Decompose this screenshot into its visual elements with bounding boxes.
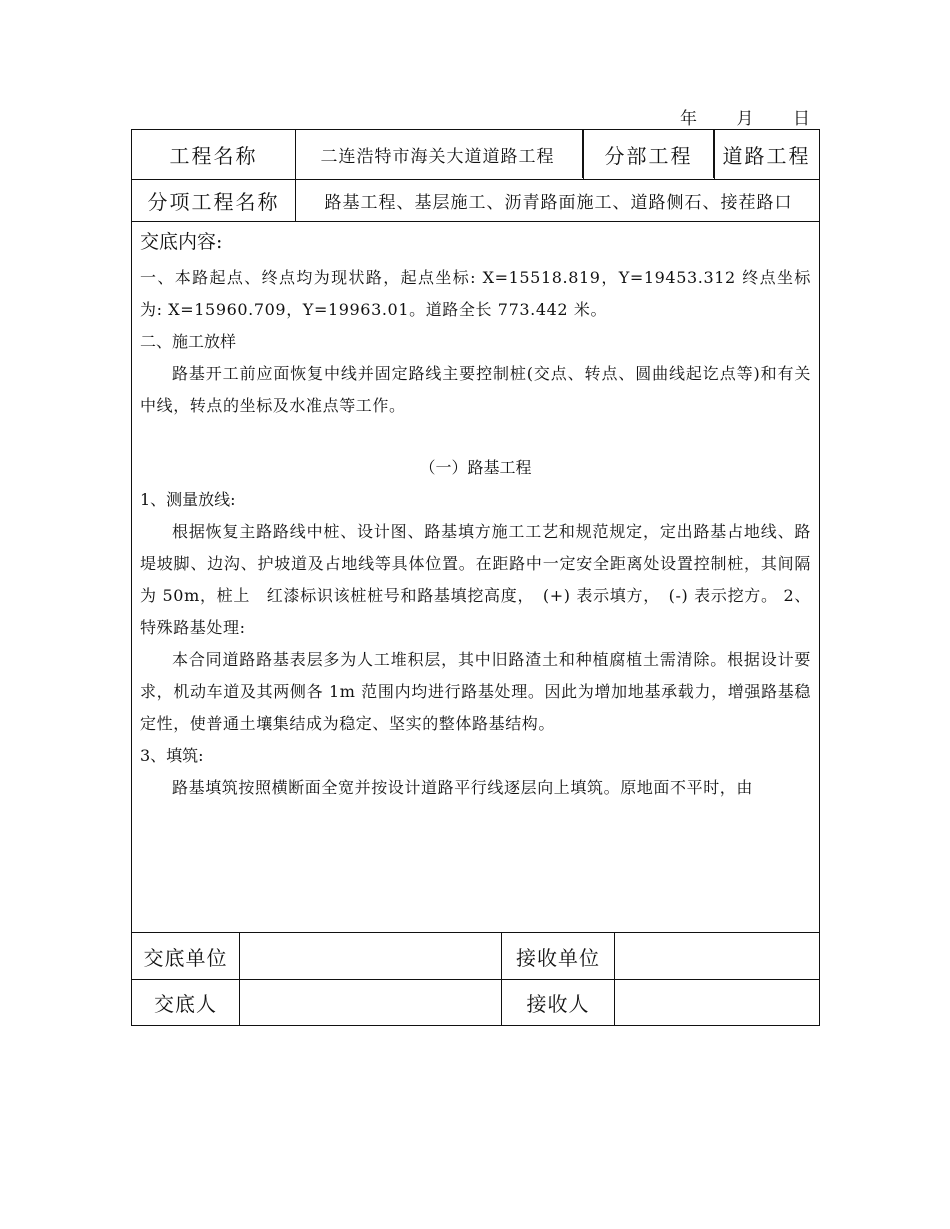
issuer-unit-label: 交底单位	[143, 945, 228, 970]
paragraph-start-end: 一、本路起点、终点均为现状路，起点坐标: X=15518.819，Y=19453.312 终点坐标为: X=15960.709，Y=19963.01。道路全长 773.442 米。	[140, 268, 811, 319]
date-day: 日	[793, 109, 810, 129]
section-title: （一）路基工程	[419, 458, 532, 477]
receiver-unit-value	[614, 933, 821, 979]
receiver-value	[614, 980, 821, 1025]
date-year: 年	[680, 109, 697, 129]
item-label: 分项工程名称	[147, 190, 280, 214]
paragraph-layout: 路基开工前应面恢复中线并固定路线主要控制桩(交点、转点、圆曲线起讫点等)和有关中线，转点的坐标及水准点等工作。	[140, 364, 811, 415]
receiver-label: 接收人	[501, 980, 614, 1025]
sub-project-label: 分部工程	[582, 130, 714, 178]
project-name-text: 二连浩特市海关大道道路工程	[320, 147, 555, 167]
paragraph-layout-title: 二、施工放样	[140, 332, 237, 351]
paragraph-survey-title: 1、测量放线:	[140, 490, 236, 509]
paragraph-special-subgrade: 本合同道路路基表层多为人工堆积层，其中旧路渣土和种植腐植土需清除。根据设计要求，机动车道及其两侧各 1m 范围内均进行路基处理。因此为增加地基承载力，增强路基稳定性，使普通土壤集结成为稳定、坚实的整体路基结构。	[140, 650, 811, 733]
issuer-value	[239, 980, 501, 1025]
spacer	[140, 422, 811, 452]
sub-project-value: 道路工程	[713, 130, 819, 178]
paragraph-fill-title: 3、填筑:	[140, 746, 204, 765]
date-line	[680, 104, 810, 128]
date-month: 月	[736, 109, 754, 129]
paragraph-survey: 根据恢复主路路线中桩、设计图、路基填方施工工艺和规范规定，定出路基占地线、路堤坡脚、边沟、护坡道及占地线等具体位置。在距路中一定安全距离处设置控制桩，其间隔为 50m，桩上 红漆标识该桩桩号和路基填挖高度， (+) 表示填方， (-) 表示挖方。 2、特殊路基处理:	[140, 522, 811, 637]
header-row-item	[132, 180, 819, 222]
item-value: 路基工程、基层施工、沥青路面施工、道路侧石、接茬路口	[295, 180, 821, 221]
issuer-label: 交底人	[154, 992, 217, 1016]
disclosure-content	[132, 222, 819, 932]
footer-row-persons	[132, 980, 819, 1025]
footer-row-units	[132, 932, 819, 980]
project-name-label: 工程名称	[169, 144, 258, 168]
content-heading: 交底内容:	[140, 231, 223, 253]
receiver-unit-label: 接收单位	[501, 933, 614, 979]
disclosure-form	[131, 129, 820, 1026]
paragraph-fill: 路基填筑按照横断面全宽并按设计道路平行线逐层向上填筑。原地面不平时，由	[172, 778, 754, 797]
